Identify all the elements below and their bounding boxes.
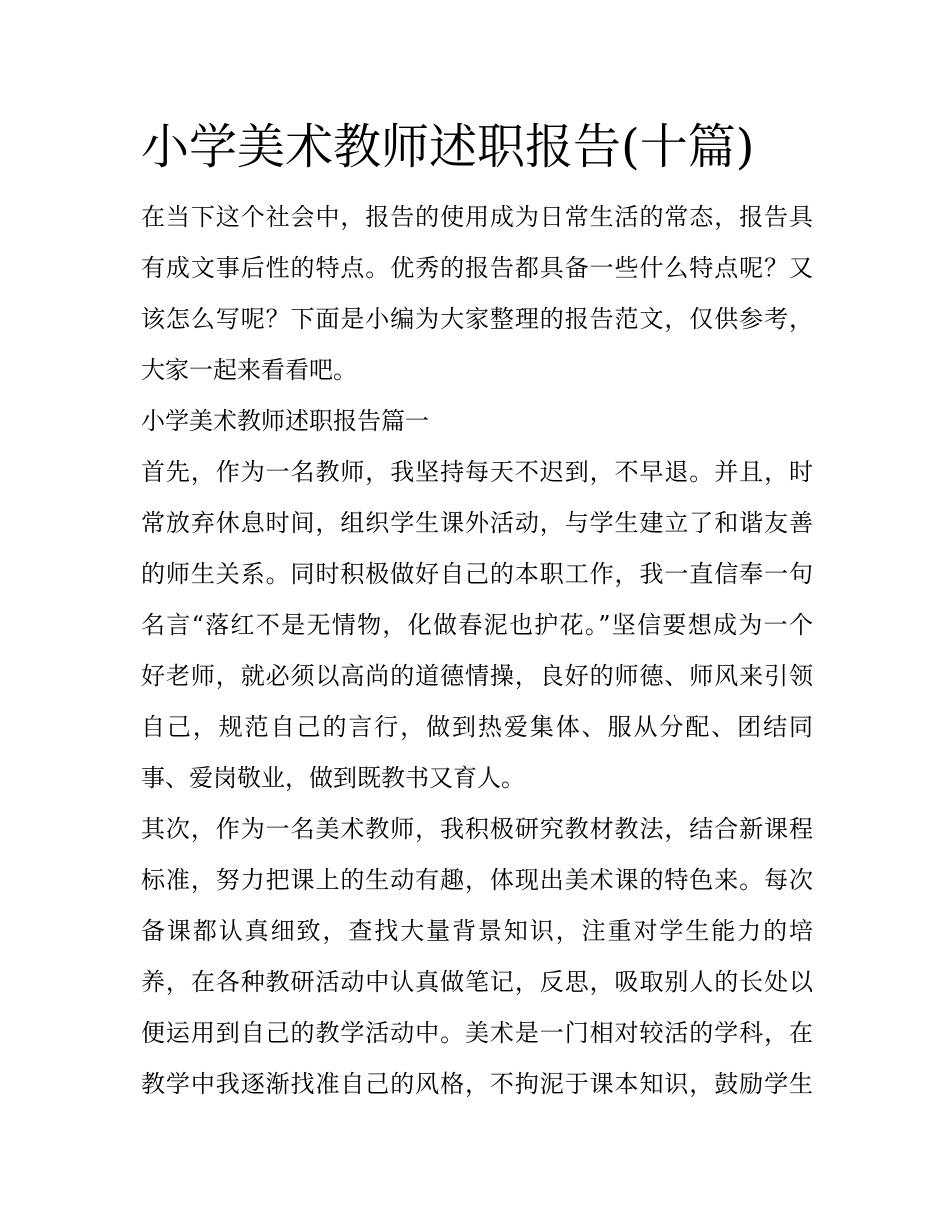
paragraph-line: 名言“落红不是无情物，化做春泥也护花。”坚信要想成为一个: [141, 611, 813, 639]
paragraph-line: 自己，规范自己的言行，做到热爱集体、服从分配、团结同: [141, 713, 813, 741]
section-heading: 小学美术教师述职报告篇一: [141, 407, 429, 435]
document-title: 小学美术教师述职报告(十篇): [141, 119, 755, 175]
paragraph-line: 事、爱岗敬业，做到既教书又育人。: [141, 764, 525, 792]
paragraph-line: 养，在各种教研活动中认真做笔记，反思，吸取别人的长处以: [141, 968, 813, 996]
paragraph-line: 好老师，就必须以高尚的道德情操，良好的师德、师风来引领: [141, 662, 813, 690]
body-paragraph-1: [141, 447, 813, 804]
paragraph-line: 常放弃休息时间，组织学生课外活动，与学生建立了和谐友善: [141, 509, 813, 537]
paragraph-line: 教学中我逐渐找准自己的风格，不拘泥于课本知识，鼓励学生: [141, 1070, 813, 1098]
paragraph-line: 的师生关系。同时积极做好自己的本职工作，我一直信奉一句: [141, 560, 813, 588]
intro-line: 有成文事后性的特点。优秀的报告都具备一些什么特点呢？又: [141, 254, 813, 282]
intro-paragraph: [141, 192, 813, 396]
document-page: [141, 112, 813, 1110]
paragraph-line: 首先，作为一名教师，我坚持每天不迟到，不早退。并且，时: [141, 458, 813, 486]
intro-line: 大家一起来看看吧。: [141, 356, 357, 384]
paragraph-line: 备课都认真细致，查找大量背景知识，注重对学生能力的培: [141, 917, 813, 945]
paragraph-line: 标准，努力把课上的生动有趣，体现出美术课的特色来。每次: [141, 866, 813, 894]
paragraph-line: 其次，作为一名美术教师，我积极研究教材教法，结合新课程: [141, 815, 813, 843]
paragraph-line: 便运用到自己的教学活动中。美术是一门相对较活的学科，在: [141, 1019, 813, 1047]
body-paragraph-2: [141, 804, 813, 1110]
intro-line: 该怎么写呢？下面是小编为大家整理的报告范文，仅供参考，: [141, 305, 813, 333]
intro-line: 在当下这个社会中，报告的使用成为日常生活的常态，报告具: [141, 203, 813, 231]
